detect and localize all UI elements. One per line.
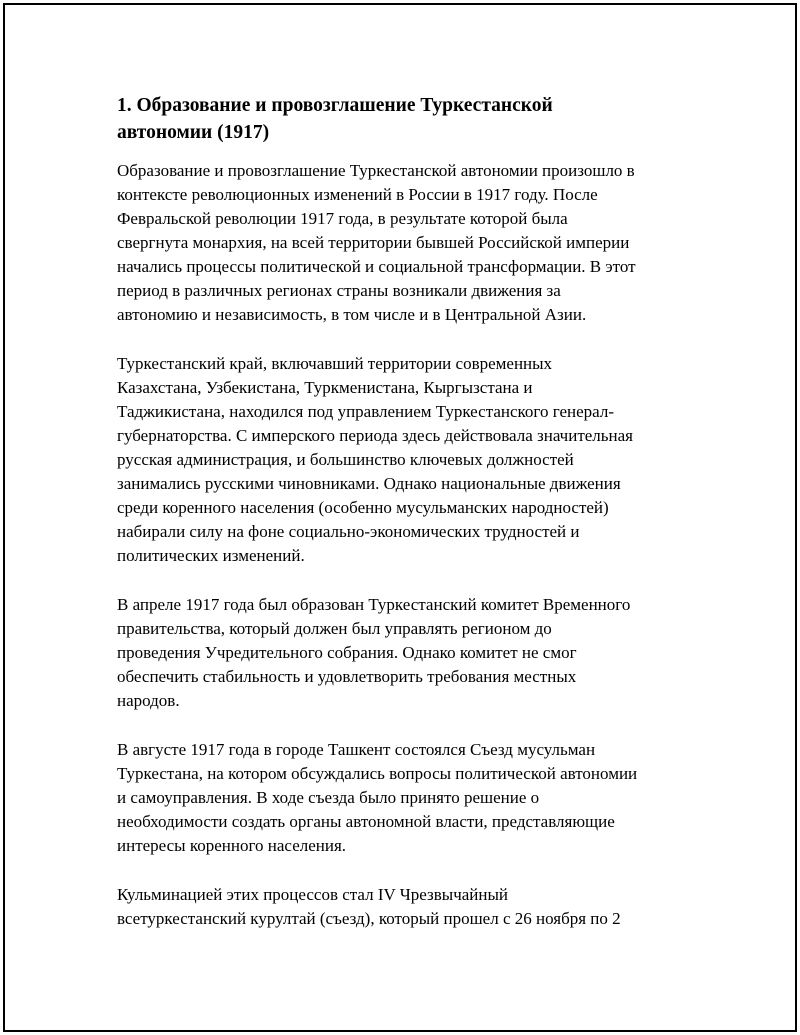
text-line: и самоуправления. В ходе съезда было принято решение о — [117, 788, 540, 807]
text-line: всетуркестанский курултай (съезд), который прошел с 26 ноября по 2 — [117, 909, 621, 928]
paragraph — [117, 352, 692, 568]
text-line: Казахстана, Узбекистана, Туркменистана, Кыргызстана и — [117, 378, 533, 397]
text-line: занимались русскими чиновниками. Однако национальные движения — [117, 474, 621, 493]
text-line: губернаторства. С имперского периода здесь действовала значительная — [117, 426, 634, 445]
text-line: необходимости создать органы автономной власти, представляющие — [117, 812, 615, 831]
heading-line: автономии (1917) — [117, 122, 270, 143]
section-heading — [117, 92, 692, 146]
text-line: среди коренного населения (особенно мусульманских народностей) — [117, 498, 609, 517]
text-line: Туркестанский край, включавший территории современных — [117, 354, 553, 373]
text-line: интересы коренного населения. — [117, 836, 347, 855]
text-line: правительства, который должен был управлять регионом до — [117, 619, 552, 638]
paragraph — [117, 883, 692, 931]
text-line: политических изменений. — [117, 546, 305, 565]
text-line: Таджикистана, находился под управлением Туркестанского генерал- — [117, 402, 614, 421]
text-line: Кульминацией этих процессов стал IV Чрезвычайный — [117, 885, 509, 904]
text-line: Туркестана, на котором обсуждались вопросы политической автономии — [117, 764, 638, 783]
text-line: обеспечить стабильность и удовлетворить требования местных — [117, 667, 577, 686]
text-line: свергнута монархия, на всей территории бывшей Российской империи — [117, 233, 630, 252]
document-body — [117, 92, 692, 956]
text-line: Образование и провозглашение Туркестанской автономии произошло в — [117, 161, 635, 180]
text-line: В августе 1917 года в городе Ташкент состоялся Съезд мусульман — [117, 740, 596, 759]
text-line: русская администрация, и большинство ключевых должностей — [117, 450, 574, 469]
text-line: Февральской революции 1917 года, в результате которой была — [117, 209, 568, 228]
text-line: период в различных регионах страны возникали движения за — [117, 281, 561, 300]
text-line: проведения Учредительного собрания. Однако комитет не смог — [117, 643, 577, 662]
text-line: начались процессы политической и социальной трансформации. В этот — [117, 257, 636, 276]
text-line: набирали силу на фоне социально-экономических трудностей и — [117, 522, 580, 541]
text-line: В апреле 1917 года был образован Туркестанский комитет Временного — [117, 595, 631, 614]
text-line: автономию и независимость, в том числе и в Центральной Азии. — [117, 305, 587, 324]
heading-line: 1. Образование и провозглашение Туркестанской — [117, 95, 553, 116]
paragraph — [117, 738, 692, 858]
text-line: народов. — [117, 691, 180, 710]
text-line: контексте революционных изменений в России в 1917 году. После — [117, 185, 598, 204]
paragraph — [117, 593, 692, 713]
paragraph — [117, 159, 692, 327]
